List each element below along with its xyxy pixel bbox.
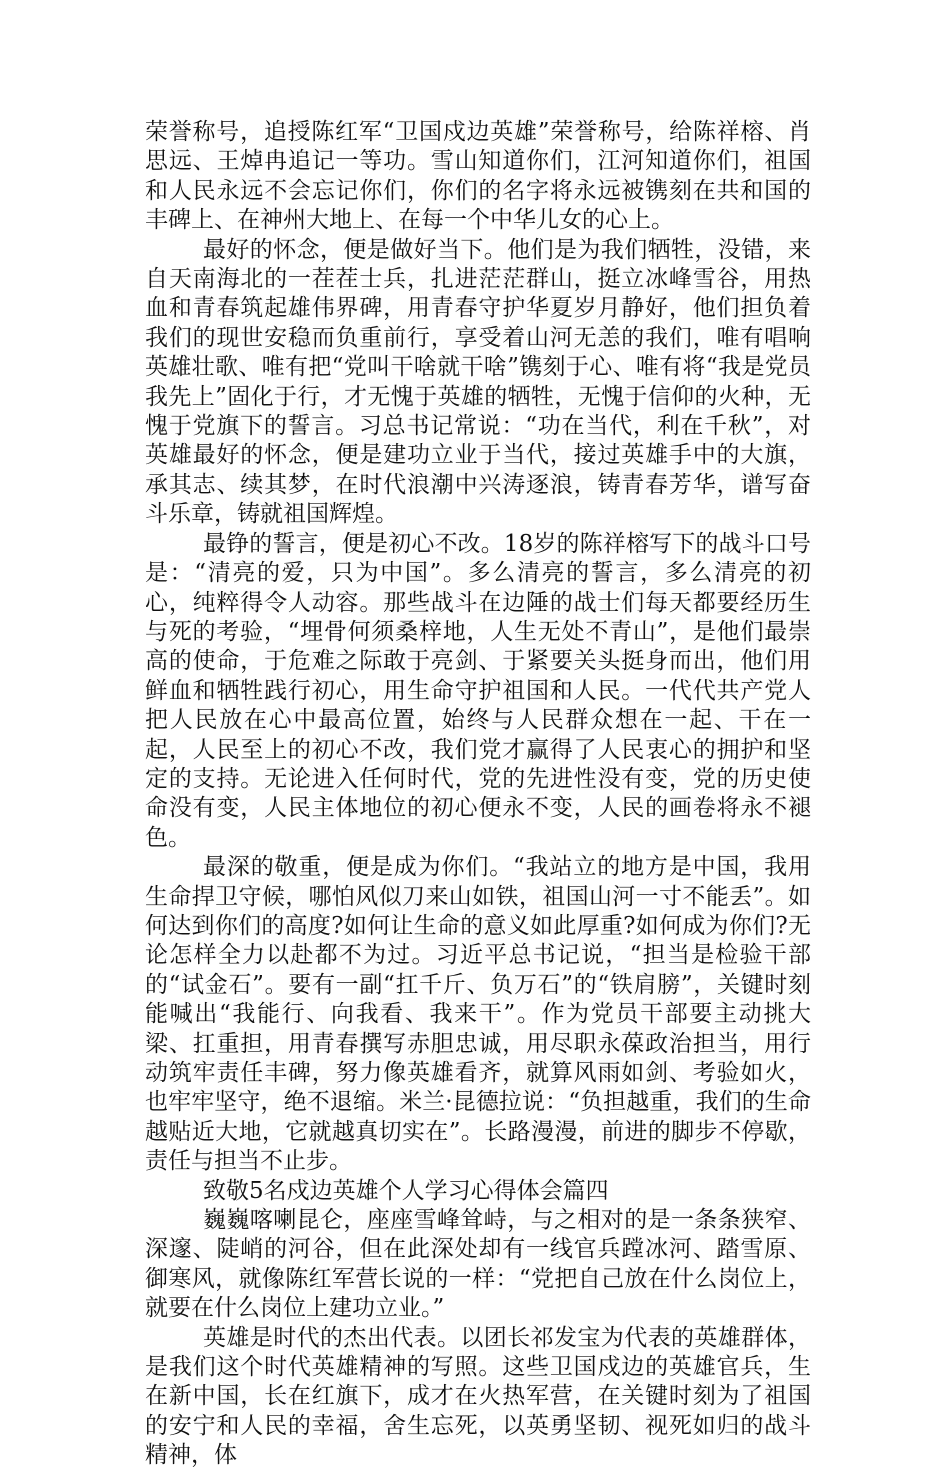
paragraph-respect: 最深的敬重，便是成为你们。“我站立的地方是中国，我用生命捍卫守候，哪怕风似刀来山如铁，祖国山河一寸不能丢”。如何达到你们的高度?如何让生命的意义如此厚重?如何成为你们?无论怎样全力以赴都不为过。习近平总书记说，“担当是检验干部的“试金石”。要有一副“扛千斤、负万石”的“铁肩膀”，关键时刻能喊出“我能行、向我看、我来干”。作为党员干部要主动挑大梁、扛重担，用青春撰写赤胆忠诚，用尽职永葆政治担当，用行动筑牢责任丰碑，努力像英雄看齐，就算风雨如剑、考验如火，也牢牢坚守，绝不退缩。米兰·昆德拉说：“负担越重，我们的生命越贴近大地，它就越真切实在”。长路漫漫，前进的脚步不停歇，责任与担当不止步。 [145, 854, 811, 1175]
paragraph-continuation: 荣誉称号，追授陈红军“卫国戍边英雄”荣誉称号，给陈祥榕、肖思远、王焯冉追记一等功。雪山知道你们，江河知道你们，祖国和人民永远不会忘记你们，你们的名字将永远被镌刻在共和国的丰碑上、在神州大地上、在每一个中华儿女的心上。 [145, 119, 811, 234]
section-heading: 致敬5名戍边英雄个人学习心得体会篇四 [203, 1177, 609, 1204]
paragraph-heroes: 英雄是时代的杰出代表。以团长祁发宝为代表的英雄群体，是我们这个时代英雄精神的写照。这些卫国戍边的英雄官兵，生在新中国，长在红旗下，成才在火热军营，在关键时刻为了祖国的安宁和人民的幸福，舍生忘死，以英勇坚韧、视死如归的战斗精神，体 [145, 1324, 811, 1469]
paragraph-oath: 最铮的誓言，便是初心不改。18岁的陈祥榕写下的战斗口号是：“清亮的爱，只为中国”。多么清亮的誓言，多么清亮的初心，纯粹得令人动容。那些战斗在边陲的战士们每天都要经历生与死的考验，“埋骨何须桑梓地，人生无处不青山”，是他们最崇高的使命，于危难之际敢于亮剑、于紧要关头挺身而出，他们用鲜血和牺牲践行初心，用生命守护祖国和人民。一代代共产党人把人民放在心中最高位置，始终与人民群众想在一起、干在一起，人民至上的初心不改，我们党才赢得了人民衷心的拥护和坚定的支持。无论进入任何时代，党的先进性没有变，党的历史使命没有变，人民主体地位的初心便永不变，人民的画卷将永不褪色。 [145, 530, 811, 851]
paragraph-karakoram: 巍巍喀喇昆仑，座座雪峰耸峙，与之相对的是一条条狭窄、深邃、陡峭的河谷，但在此深处却有一线官兵蹚冰河、踏雪原、御寒风，就像陈红军营长说的一样：“党把自己放在什么岗位上，就要在什么岗位上建功立业。” [145, 1207, 811, 1322]
paragraph-best-remembrance: 最好的怀念，便是做好当下。他们是为我们牺牲，没错，来自天南海北的一茬茬士兵，扎进茫茫群山，挺立冰峰雪谷，用热血和青春筑起雄伟界碑，用青春守护华夏岁月静好，他们担负着我们的现世安稳而负重前行，享受着山河无恙的我们，唯有唱响英雄壮歌、唯有把“党叫干啥就干啥”镌刻于心、唯有将“我是党员我先上”固化于行，才无愧于英雄的牺牲，无愧于信仰的火种，无愧于党旗下的誓言。习总书记常说：“功在当代，利在千秋”，对英雄最好的怀念，便是建功立业于当代，接过英雄手中的大旗，承其志、续其梦，在时代浪潮中兴涛逐浪，铸青春芳华，谱写奋斗乐章，铸就祖国辉煌。 [145, 236, 811, 528]
document-page [145, 118, 811, 1471]
